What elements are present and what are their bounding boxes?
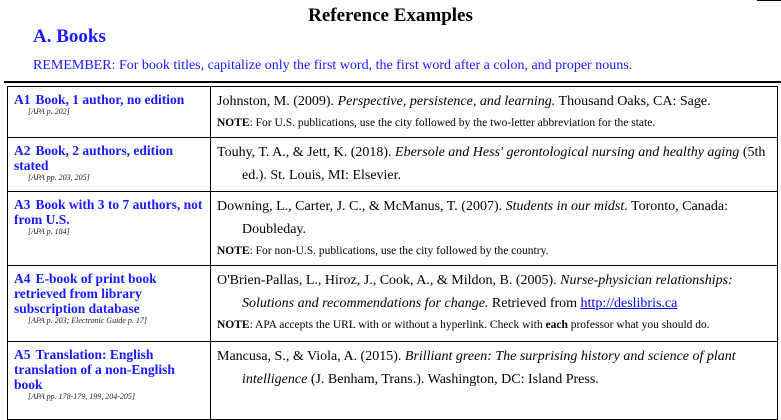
note-label: NOTE bbox=[217, 319, 250, 331]
example-code: A2 bbox=[14, 143, 31, 158]
remember-note: REMEMBER: For book titles, capitalize only the first word, the first word after a colon, and proper nouns. bbox=[33, 58, 633, 73]
table-row bbox=[8, 342, 778, 420]
reference-entry bbox=[217, 141, 771, 187]
section-heading: A. Books bbox=[33, 26, 106, 47]
reference-table bbox=[7, 86, 778, 420]
example-code: A5 bbox=[14, 347, 31, 362]
ref-title: Nurse-physician relationships: Solutions and recommendations for change. bbox=[242, 273, 733, 311]
reference-cell bbox=[211, 342, 778, 420]
label-cell bbox=[8, 266, 211, 342]
example-title: Book with 3 to 7 authors, not from U.S. bbox=[14, 197, 203, 227]
reference-entry bbox=[217, 90, 771, 113]
label-cell bbox=[8, 138, 211, 192]
reference-entry bbox=[217, 269, 771, 315]
note-text: : For non-U.S. publications, use the city followed by the country. bbox=[249, 245, 549, 257]
apa-text: [APA p. 202] bbox=[28, 107, 70, 116]
apa-text: [APA p. 184] bbox=[28, 227, 70, 236]
example-code: A1 bbox=[14, 92, 31, 107]
note bbox=[217, 113, 771, 133]
ref-authors: Mancusa, S., & Viola, A. (2015). bbox=[217, 349, 405, 364]
ref-url-link[interactable]: http://deslibris.ca bbox=[580, 296, 678, 311]
apa-page-reference bbox=[28, 392, 204, 402]
example-title: Book, 2 authors, edition stated bbox=[14, 143, 174, 173]
table-row bbox=[8, 192, 778, 266]
ref-publisher: (J. Benham, Trans.). Washington, DC: Island Press. bbox=[307, 372, 599, 387]
reference-cell bbox=[211, 138, 778, 192]
example-title: Book, 1 author, no edition bbox=[35, 92, 185, 107]
apa-page-reference bbox=[28, 316, 204, 326]
ref-publisher: (5th ed.). St. Louis, MI: Elsevier. bbox=[242, 145, 766, 183]
example-title: Translation: English translation of a non-English book bbox=[14, 347, 175, 392]
apa-page-reference bbox=[28, 227, 204, 237]
ref-authors: O'Brien-Pallas, L., Hiroz, J., Cook, A., & Mildon, B. (2005). bbox=[217, 273, 561, 288]
apa-guide-text: Electronic Guide bbox=[71, 316, 126, 325]
note-text-end: professor what you should do. bbox=[567, 319, 710, 331]
ref-title: Ebersole and Hess' gerontological nursing and healthy aging bbox=[395, 145, 740, 160]
example-label bbox=[14, 347, 204, 392]
label-cell bbox=[8, 87, 211, 138]
example-label bbox=[14, 197, 204, 227]
note-emphasis: each bbox=[545, 319, 568, 331]
ref-title: Brilliant green: The surprising history and science of plant intelligence bbox=[242, 349, 736, 387]
example-label bbox=[14, 143, 204, 173]
reference-entry bbox=[217, 345, 771, 391]
example-label bbox=[14, 92, 204, 107]
apa-text: [APA pp. 178-179, 199, 204-205] bbox=[28, 392, 136, 401]
page-title: Reference Examples bbox=[308, 5, 473, 26]
ref-authors: Touhy, T. A., & Jett, K. (2018). bbox=[217, 145, 396, 160]
table-row bbox=[8, 266, 778, 342]
note bbox=[217, 241, 771, 261]
note-text: : APA accepts the URL with or without a hyperlink. Check with bbox=[249, 319, 546, 331]
top-edge-line bbox=[757, 0, 781, 1]
apa-page-reference bbox=[28, 173, 204, 183]
note-label: NOTE bbox=[217, 245, 250, 257]
apa-text: [APA pp. 203, 205] bbox=[28, 173, 90, 182]
example-label bbox=[14, 271, 204, 316]
example-code: A3 bbox=[14, 197, 31, 212]
example-code: A4 bbox=[14, 271, 31, 286]
ref-publisher: . Toronto, Canada: Doubleday. bbox=[242, 199, 728, 237]
ref-title: Perspective, persistence, and learning. bbox=[337, 94, 556, 109]
table-row bbox=[8, 87, 778, 138]
apa-page-reference bbox=[28, 107, 204, 117]
example-title: E-book of print book retrieved from library subscription database bbox=[14, 271, 157, 316]
ref-authors: Johnston, M. (2009). bbox=[217, 94, 338, 109]
apa-page-text: p. 17] bbox=[125, 316, 147, 325]
table-row bbox=[8, 138, 778, 192]
ref-title: Students in our midst bbox=[505, 199, 625, 214]
note bbox=[217, 315, 771, 335]
reference-entry bbox=[217, 195, 771, 241]
note-text: : For U.S. publications, use the city followed by the two-letter abbreviation for the state. bbox=[249, 117, 656, 129]
apa-text: [APA p. 203; bbox=[28, 316, 72, 325]
reference-cell bbox=[211, 87, 778, 138]
ref-authors: Downing, L., Carter, J. C., & McManus, T. (2007). bbox=[217, 199, 506, 214]
label-cell bbox=[8, 192, 211, 266]
note-label: NOTE bbox=[217, 117, 250, 129]
ref-publisher: Thousand Oaks, CA: Sage. bbox=[555, 94, 711, 109]
ref-retrieved: Retrieved from bbox=[488, 296, 581, 311]
reference-cell bbox=[211, 266, 778, 342]
reference-cell bbox=[211, 192, 778, 266]
heading-rule bbox=[4, 81, 781, 83]
label-cell bbox=[8, 342, 211, 420]
